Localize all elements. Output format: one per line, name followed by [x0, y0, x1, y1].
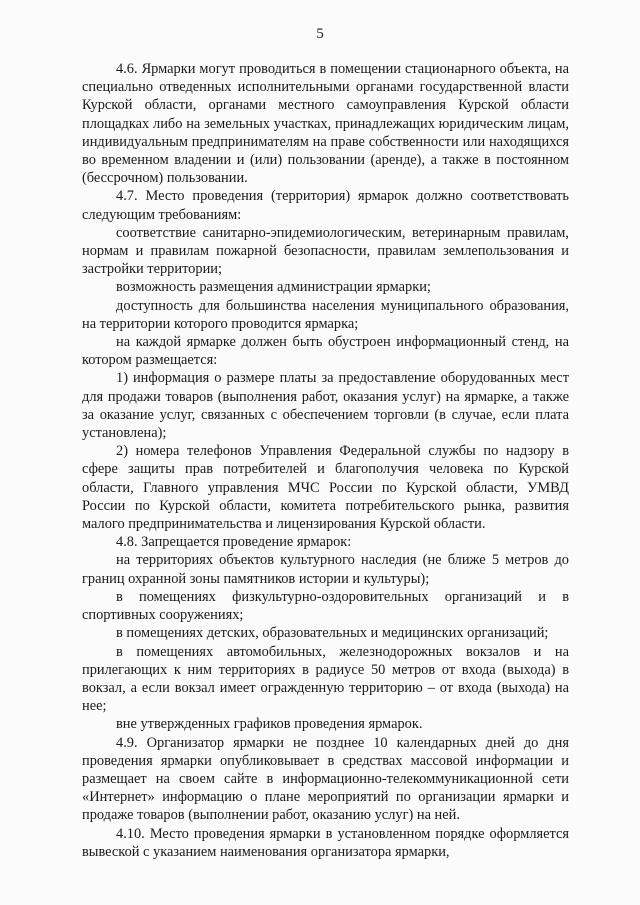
paragraph-4-6: 4.6. Ярмарки могут проводиться в помещении стационарного объекта, на специально отведенных исполнительными органами государственной власти Курской области, органами местного самоуправления Курской области площадках либо на земельных участках, принадлежащих юридическим лицам, индивидуальным предпринимателям на праве собственности или находящихся во временном владении и (или) пользовании (аренде), а также в постоянном (бессрочном) пользовании.	[82, 61, 569, 187]
paragraph-4-9: 4.9. Организатор ярмарки не позднее 10 календарных дней до дня проведения ярмарки опубликовывает в средствах массовой информации и размещает на своем сайте в информационно-телекоммуникационной сети «Интернет» информацию о плане мероприятий по организации ярмарки и продаже товаров (выполнении работ, оказанию услуг) на ней.	[82, 734, 569, 824]
prohibition-stations: в помещениях автомобильных, железнодорожных вокзалов и на прилегающих к ним территориях в радиусе 50 метров от входа (выхода) в вокзал, а если вокзал имеет огражденную территорию – от входа (выхода) на нее;	[82, 643, 569, 715]
paragraph-4-7: 4.7. Место проведения (территория) ярмарок должно соответствовать следующим требованиям:	[82, 188, 569, 223]
paragraph-4-10: 4.10. Место проведения ярмарки в установленном порядке оформляется вывеской с указанием наименования организатора ярмарки,	[82, 825, 569, 860]
requirement-administration: возможность размещения администрации ярмарки;	[116, 279, 431, 296]
paragraph-4-8: 4.8. Запрещается проведение ярмарок:	[116, 534, 352, 551]
requirement-sanitary: соответствие санитарно-эпидемиологическим, ветеринарным правилам, нормам и правилам пожарной безопасности, правилам землепользования и застройки территории;	[82, 224, 569, 278]
requirement-info-stand: на каждой ярмарке должен быть обустроен информационный стенд, на котором размещается:	[82, 334, 569, 369]
document-body	[82, 60, 569, 861]
requirement-accessibility: доступность для большинства населения муниципального образования, на территории которого проводится ярмарка;	[82, 297, 569, 332]
info-stand-item-1: 1) информация о размере платы за предоставление оборудованных мест для продажи товаров (выполнения работ, оказания услуг) на ярмарке, а также за оказание услуг, связанных с обеспечением торговли (в случае, если плата установлена);	[82, 370, 569, 442]
info-stand-item-2: 2) номера телефонов Управления Федеральной службы по надзору в сфере защиты прав потребителей и благополучия человека по Курской области, Главного управления МЧС России по Курской области, УМВД России по Курской области, комитета потребительского рынка, развития малого предпринимательства и лицензирования Курской области.	[82, 443, 569, 533]
prohibition-children-medical: в помещениях детских, образовательных и медицинских организаций;	[116, 625, 549, 642]
prohibition-schedule: вне утвержденных графиков проведения ярмарок.	[116, 716, 423, 733]
page-number: 5	[316, 26, 324, 42]
prohibition-sports: в помещениях физкультурно-оздоровительных организаций и в спортивных сооружениях;	[82, 588, 569, 624]
prohibition-cultural-heritage: на территориях объектов культурного наследия (не ближе 5 метров до границ охранной зоны памятников истории и культуры);	[82, 552, 569, 587]
